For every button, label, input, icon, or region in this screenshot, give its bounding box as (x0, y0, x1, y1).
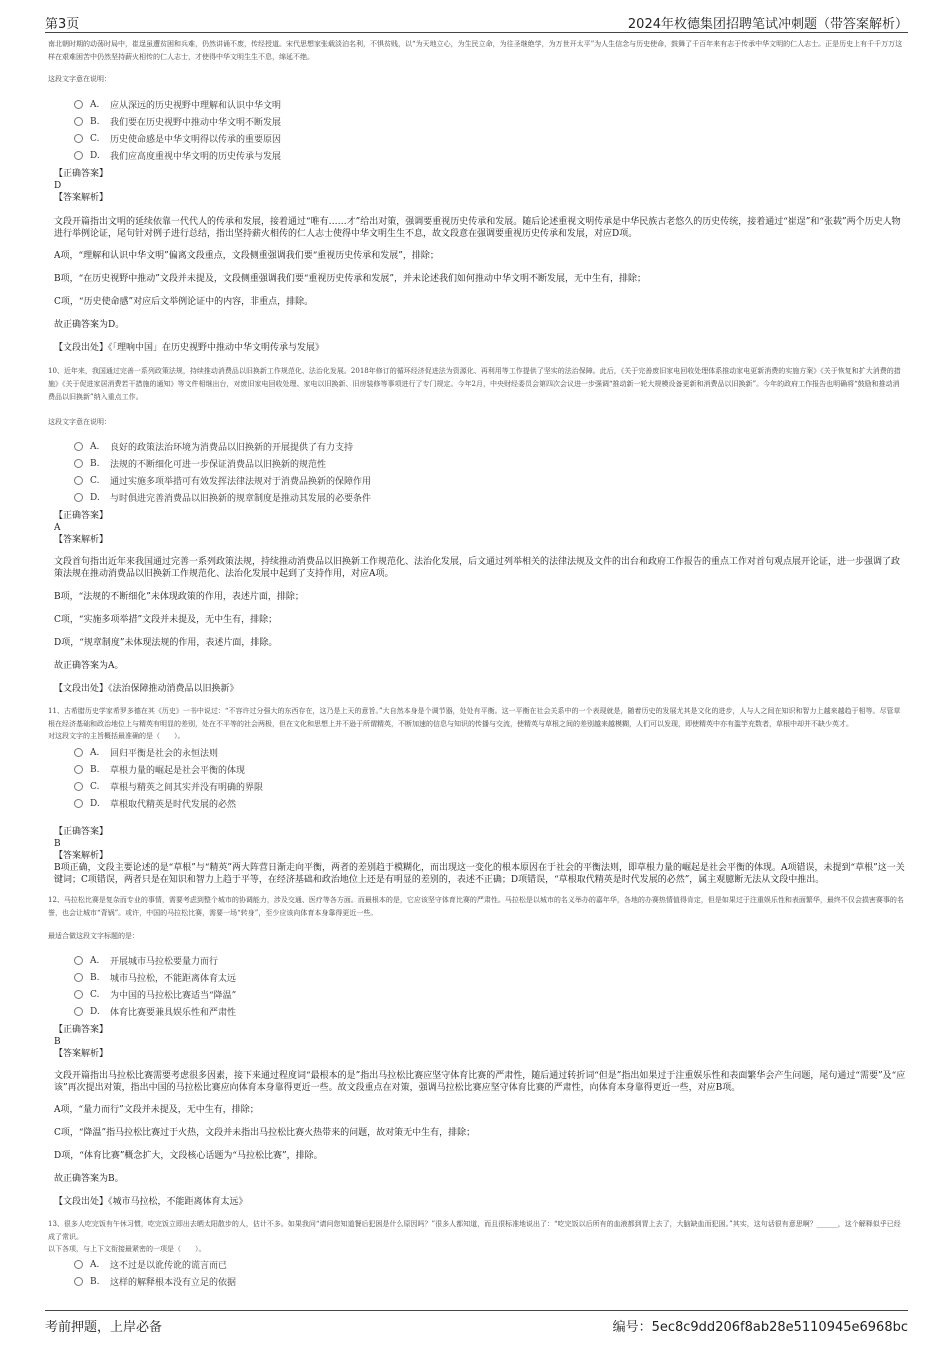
page-number: 第3页 (45, 17, 80, 32)
question-prompt: 对这段文字的主旨概括最准确的是（ ）。 (48, 732, 185, 740)
analysis-label: 【答案解析】 (54, 1049, 109, 1059)
radio-icon[interactable] (74, 765, 83, 774)
question-prompt: 这段文字意在说明： (48, 75, 111, 83)
answer-label: 【正确答案】 (54, 511, 109, 521)
radio-icon[interactable] (74, 782, 83, 791)
answer-value: B (54, 839, 61, 849)
answer-value: D (54, 181, 62, 191)
footer-slogan: 考前押题，上岸必备 (45, 1320, 163, 1335)
document-title: 2024年枚德集团招聘笔试冲刺题（带答案解析） (627, 17, 908, 32)
analysis-point: C项，“降温”指马拉松比赛过于火热，文段并未指出马拉松比赛火热带来的问题，故对策无中生有，排除； (54, 1128, 476, 1138)
question-passage: 10、近年来，我国通过完善一系列政策法规，持续推动消费品以旧换新工作规范化、法治化发展。2018年修订的循环经济促进法为资源化、再利用等工作提供了坚实的法治保障。此后，《关于完善废旧家电回收处理体系推动家电更新消费的实施方案》《关于恢复和扩大消费的措施》《关于促进家居消费若干措施的通知》等文件相继出台，对废旧家电回收处理、家电以旧换新、旧房装修等事项进行了专门规定。今年2月，中央财经委员会第四次会议进一步强调“推动新一轮大规模设备更新和消费品以旧换新”。今年的政府工作报告也明确将“鼓励和推动消费品以旧换新”纳入重点工作。 (48, 367, 901, 401)
answer-label: 【正确答案】 (54, 827, 109, 837)
radio-icon[interactable] (74, 442, 83, 451)
radio-icon[interactable] (74, 990, 83, 999)
option-a[interactable]: A. 回归平衡是社会的永恒法则 (74, 744, 906, 761)
source: 【文段出处】《法治保障推动消费品以旧换新》 (54, 684, 239, 694)
question-passage: 南北朝时期的动荡时局中，崔逞虽遭贫困和兵难，仍然讲诵不废，传经授道。宋代思想家张载淡泊名利，不惧贫贱，以“为天地立心，为生民立命，为往圣继绝学，为万世开太平”为人生信念与历史使命，鼓舞了千百年来有志于传承中华文明的仁人志士。正是历史上有千千万万这样在艰难困苦中仍然坚持薪火相传的仁人志士，才使得中华文明生生不息，绵延不绝。 (48, 40, 903, 61)
radio-icon[interactable] (74, 799, 83, 808)
option-d[interactable]: D. 草根取代精英是时代发展的必然 (74, 795, 906, 812)
option-d[interactable]: D. 与时俱进完善消费品以旧换新的规章制度是推动其发展的必要条件 (74, 489, 906, 506)
question-13 (48, 1218, 906, 1290)
option-b[interactable]: B. 我们要在历史视野中推动中华文明不断发展 (74, 113, 906, 130)
option-a[interactable]: A. 良好的政策法治环境为消费品以旧换新的开展提供了有力支持 (74, 438, 906, 455)
conclusion: 故正确答案为B。 (54, 1174, 124, 1184)
analysis-point: B项，“法规的不断细化”未体现政策的作用，表述片面，排除； (54, 592, 304, 602)
option-c[interactable]: C. 草根与精英之间其实并没有明确的界限 (74, 778, 906, 795)
option-c[interactable]: C. 历史使命感是中华文明得以传承的重要原因 (74, 130, 906, 147)
question-prompt: 最适合做这段文字标题的是： (48, 932, 139, 940)
question-9-continued (48, 38, 906, 354)
question-prompt: 这段文字意在说明： (48, 418, 111, 426)
document-id: 编号：5ec8c9dd206f8ab28e5110945e6968bc (612, 1320, 908, 1335)
option-b[interactable]: B. 法规的不断细化可进一步保证消费品以旧换新的规范性 (74, 455, 906, 472)
analysis-point: A项，“理解和认识中华文明”偏离文段重点，文段侧重强调我们要“重视历史传承和发展”，排除； (54, 251, 439, 261)
radio-icon[interactable] (74, 1007, 83, 1016)
radio-icon[interactable] (74, 459, 83, 468)
question-10 (48, 365, 906, 695)
source: 【文段出处】《城市马拉松，不能距离体育太远》 (54, 1197, 248, 1207)
radio-icon[interactable] (74, 748, 83, 757)
radio-icon[interactable] (74, 956, 83, 965)
question-prompt: 以下各项，与上下文衔接最紧密的一项是（ ）。 (48, 1245, 206, 1253)
page-content (48, 38, 906, 1294)
analysis-label: 【答案解析】 (54, 535, 109, 545)
source: 【文段出处】《「理响中国」在历史视野中推动中华文明传承与发展》 (54, 343, 325, 353)
question-11 (48, 705, 906, 886)
option-a[interactable]: A. 这不过是以讹传讹的谎言而已 (74, 1256, 906, 1273)
analysis-point: D项，“规章制度”未体现法规的作用，表述片面，排除。 (54, 638, 278, 648)
radio-icon[interactable] (74, 1260, 83, 1269)
question-12 (48, 894, 906, 1208)
option-d[interactable]: D. 体育比赛要兼具娱乐性和严肃性 (74, 1003, 906, 1020)
question-passage: 11、古希腊历史学家希罗多德在其《历史》一书中说过：“不容许过分强大的东西存在，这乃是上天的意旨。”大自然本身是个调节器，处处有平衡。这一平衡在社会关系中的一个表现就是，随着历史的发展尤其是文化的进步，人与人之间在知识和智力上越来越趋于相等。尽管草根在经济基础和政治地位上与精英有明显的差别，处在不平等的社会两极，但在文化和思想上并不逊于所谓精英，不断加速的信息与知识的传播与交流，使精英与草根之间的差别越来越模糊，人们可以发现，即使精英中亦有滥竽充数者，草根中却并不缺少英才。 (48, 707, 901, 728)
radio-icon[interactable] (74, 100, 83, 109)
option-list (74, 96, 906, 164)
conclusion: 故正确答案为A。 (54, 661, 124, 671)
option-list (74, 952, 906, 1020)
radio-icon[interactable] (74, 973, 83, 982)
analysis-label: 【答案解析】 (54, 193, 109, 203)
analysis-point: C项，“历史使命感”对应后文举例论证中的内容，非重点，排除。 (54, 297, 314, 307)
option-b[interactable]: B. 这样的解释根本没有立足的依据 (74, 1273, 906, 1290)
option-b[interactable]: B. 城市马拉松，不能距离体育太远 (74, 969, 906, 986)
analysis-text: B项正确，文段主要论述的是“草根”与“精英”两大阵营日渐走向平衡，两者的差别趋于模糊化，而出现这一变化的根本原因在于社会的平衡法则，即草根力量的崛起是社会平衡的体现。A项错误，未提到“草根”这一关键词；C项错误，两者只是在知识和智力上趋于平等，在经济基础和政治地位上还是有明显的差别的，表述不正确；D项错误，“草根取代精英是时代发展的必然”，属主观臆断无法从文段中推出。 (54, 863, 905, 885)
page-header (45, 10, 908, 33)
analysis-text: 文段开篇指出马拉松比赛需要考虑很多因素，接下来通过程度词“最根本的是”指出马拉松比赛应坚守体育比赛的严肃性，随后通过转折词“但是”指出如果过于注重娱乐性和表面繁华会产生问题，尾句通过“需要”及“应该”再次提出对策，指出中国的马拉松比赛应向体育本身靠得更近一些。故文段重点在对策，强调马拉松比赛应坚守体育比赛的严肃性，向体育本身靠得更近一些，对应B项。 (54, 1071, 906, 1093)
analysis-text: 文段首句指出近年来我国通过完善一系列政策法规，持续推动消费品以旧换新工作规范化、法治化发展，后文通过列举相关的法律法规及文件的出台和政府工作报告的重点工作对首句观点展开论证，进一步强调了政策法规在推动消费品以旧换新工作规范化、法治化发展中起到了支持作用，对应A项。 (54, 557, 901, 579)
analysis-point: C项，“实施多项举措”文段并未提及，无中生有，排除； (54, 615, 278, 625)
analysis-text: 文段开篇指出文明的延续依靠一代代人的传承和发展，接着通过“唯有……才”给出对策，强调要重视历史传承和发展。随后论述重视文明传承是中华民族古老悠久的历史传统，接着通过“崔逞”和“张载”两个历史人物进行举例论证，尾句针对例子进行总结，指出坚持薪火相传的仁人志士使得中华文明生生不息，故文段意在强调要重视历史传承和发展，对应D项。 (54, 217, 901, 239)
radio-icon[interactable] (74, 151, 83, 160)
conclusion: 故正确答案为D。 (54, 320, 125, 330)
answer-value: A (54, 523, 61, 533)
option-list (74, 744, 906, 812)
option-a[interactable]: A. 开展城市马拉松要量力而行 (74, 952, 906, 969)
analysis-label: 【答案解析】 (54, 851, 109, 861)
option-list (74, 438, 906, 506)
analysis-point: B项，“在历史视野中推动”文段并未提及，文段侧重强调我们要“重视历史传承和发展”，并未论述我们如何推动中华文明不断发展，无中生有，排除； (54, 274, 647, 284)
analysis-point: D项，“体育比赛”概念扩大，文段核心话题为“马拉松比赛”，排除。 (54, 1151, 323, 1161)
option-d[interactable]: D. 我们应高度重视中华文明的历史传承与发展 (74, 147, 906, 164)
answer-value: B (54, 1037, 61, 1047)
option-list (74, 1256, 906, 1290)
radio-icon[interactable] (74, 134, 83, 143)
answer-label: 【正确答案】 (54, 1025, 109, 1035)
option-c[interactable]: C. 通过实施多项举措可有效发挥法律法规对于消费品换新的保障作用 (74, 472, 906, 489)
option-a[interactable]: A. 应从深远的历史视野中理解和认识中华文明 (74, 96, 906, 113)
question-passage: 12、马拉松比赛是复杂而专业的事情，需要考虑到整个城市的协调能力，涉及交通、医疗等各方面。而最根本的是，它应该坚守体育比赛的严肃性。马拉松是以城市的名义举办的嘉年华，各地的办赛热情值得肯定，但是如果过于注重娱乐性和表面繁华，最终不仅会损害赛事的名誉，也会让城市“背锅”。或许，中国的马拉松比赛，需要一场“转身”，至少应该向体育本身靠得更近一些。 (48, 896, 904, 917)
option-b[interactable]: B. 草根力量的崛起是社会平衡的体现 (74, 761, 906, 778)
question-passage: 13、很多人吃完饭有午休习惯，吃完饭立即出去晒太阳散步的人，估计不多。如果我问“请问您知道餐后犯困是什么原因吗？”很多人都知道，而且很标准地说出了：“吃完饭以后所有的血液都到胃上去了，大脑缺血而犯困。”其实，这句话很有意思啊？______，这个解释似乎已经成了常识。 (48, 1220, 901, 1241)
analysis-point: A项，“量力而行”文段并未提及，无中生有，排除； (54, 1105, 259, 1115)
radio-icon[interactable] (74, 493, 83, 502)
radio-icon[interactable] (74, 476, 83, 485)
radio-icon[interactable] (74, 117, 83, 126)
answer-label: 【正确答案】 (54, 169, 109, 179)
option-c[interactable]: C. 为中国的马拉松比赛适当“降温” (74, 986, 906, 1003)
radio-icon[interactable] (74, 1277, 83, 1286)
page-footer (45, 1310, 908, 1335)
